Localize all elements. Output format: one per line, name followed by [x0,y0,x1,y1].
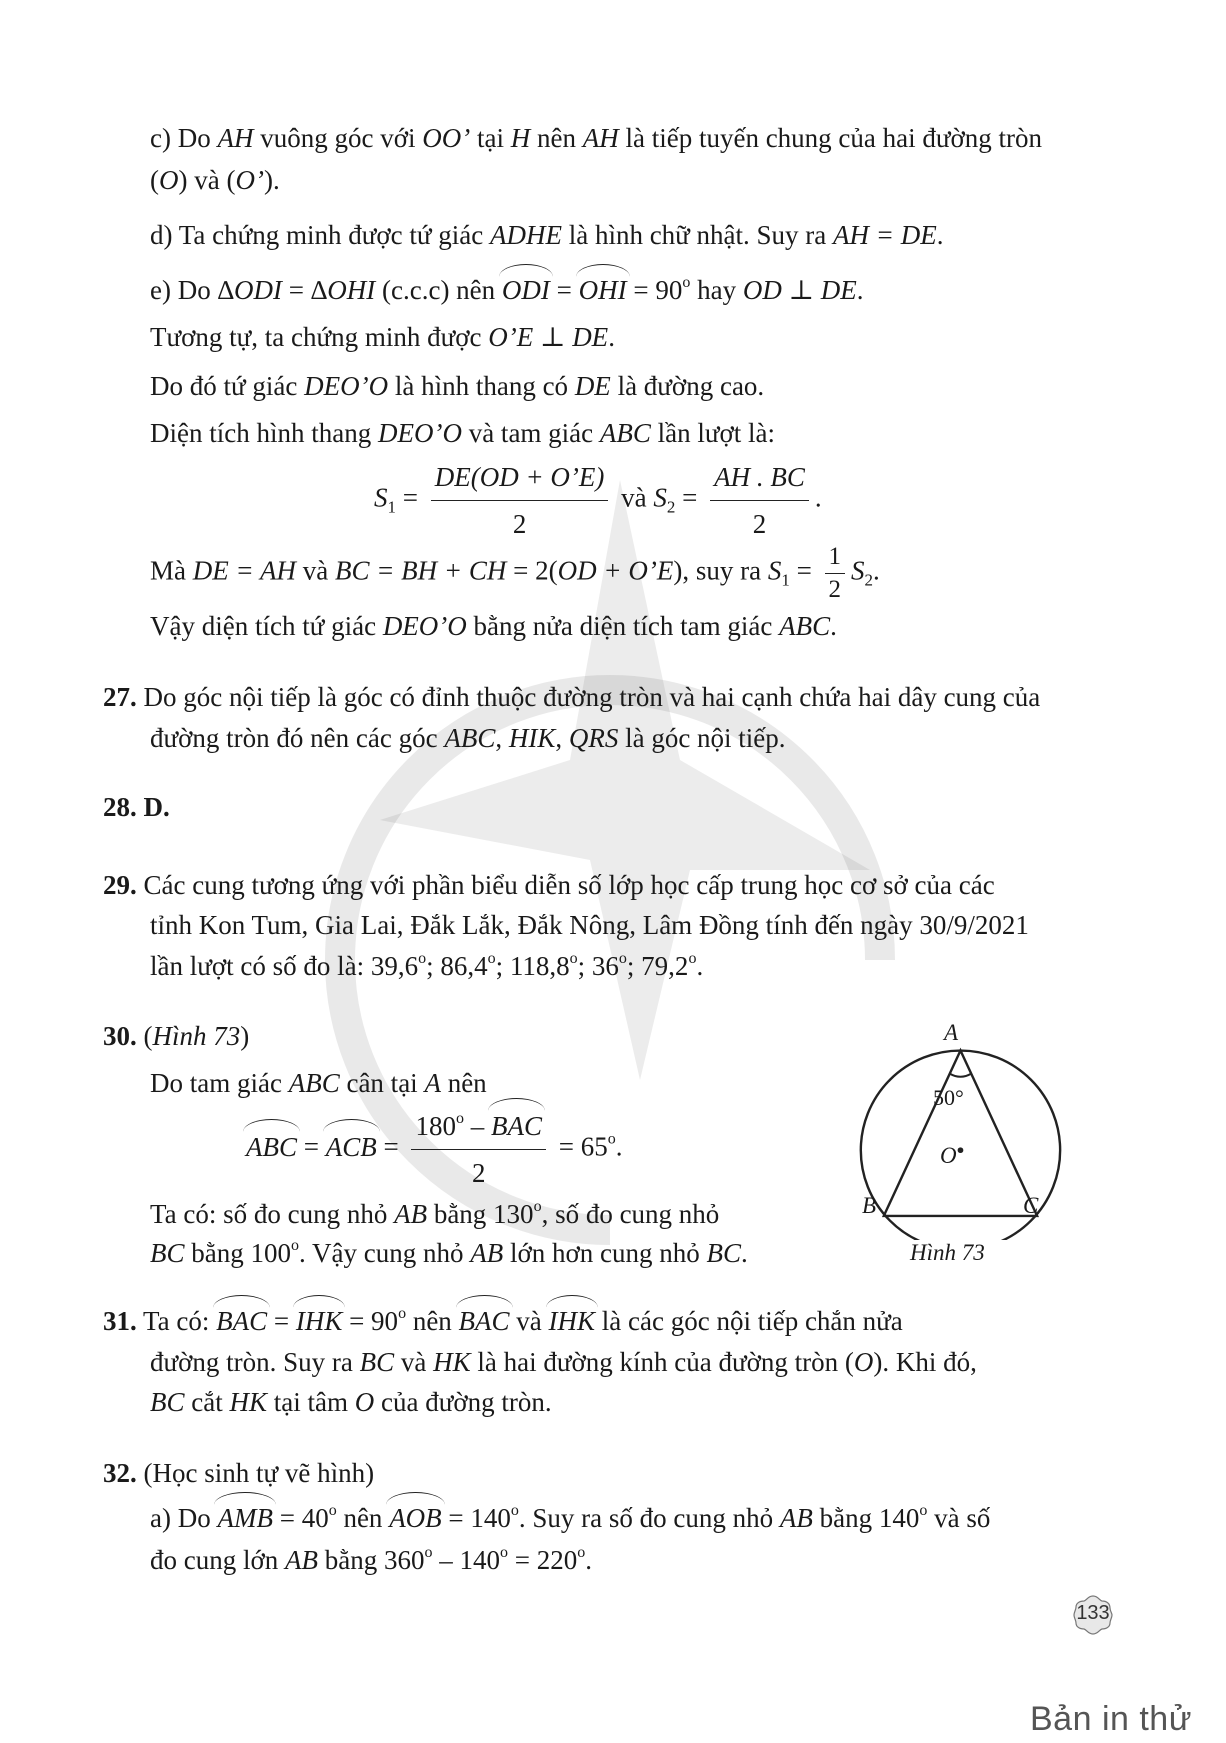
part-e-line-2: Tương tự, ta chứng minh được O’E ⊥ DE. [150,322,615,352]
q27-line-2: đường tròn đó nên các góc ABC, HIK, QRS là góc nội tiếp. [150,723,786,753]
proof-watermark-label: Bản in thử [1030,1700,1192,1738]
fraction-half: $\frac{1}{2}$ [825,545,846,602]
q32-line-1: 32. (Học sinh tự vẽ hình) [103,1458,375,1488]
page-number-badge [1071,1593,1115,1637]
fraction-s1: $\frac{DE(OD + O’E)}{2}$ [431,458,609,543]
q29-line-1: 29. Các cung tương ứng với phần biểu diễn số lớp học cấp trung học cơ sở của các [103,870,995,900]
q27-number: 27. [103,682,137,712]
part-c-line-1: c) Do AH vuông góc với OO’ tại H nên AH là tiếp tuyến chung của hai đường tròn [150,123,1043,153]
q31-line-2: đường tròn. Suy ra BC và HK là hai đường kính của đường tròn (O). Khi đó, [150,1347,977,1377]
q30-line-3: Ta có: số đo cung nhỏ AB bằng 130$^o$, số đo cung nhỏ [150,1198,720,1229]
q32-line-2: a) Do AMB = $40^o$ nên AOB = $140^o$. Suy ra số đo cung nhỏ AB bằng 140$^o$ và số [150,1502,991,1533]
figure-caption: Hình 73 [910,1240,985,1265]
q30-line-4: BC bằng 100$^o$. Vậy cung nhỏ AB lớn hơn cung nhỏ BC. [150,1237,748,1268]
q29-line-2: tỉnh Kon Tum, Gia Lai, Đắk Lắk, Đắk Nông, Lâm Đồng tính đến ngày 30/9/2021 [150,910,1029,940]
fraction-angle: $\frac{180^o - BAC}{2}$ [411,1107,546,1192]
q30-formula: ABC = ACB = $\frac{180^o - BAC}{2}$ = $65^o$. [246,1107,622,1192]
q31-line-3: BC cắt HK tại tâm O của đường tròn. [150,1387,552,1417]
area-formula: $S_1$ = $\frac{DE(OD + O’E)}{2}$ và $S_2$ = $\frac{AH . BC}{2}$ . [374,458,822,543]
fraction-s2: $\frac{AH . BC}{2}$ [710,458,809,543]
q28-line: 28. D. [103,792,170,822]
part-e-line-3: Do đó tứ giác DEO’O là hình thang có DE là đường cao. [150,371,765,401]
page-number: 133 [1076,1602,1110,1624]
q30-line-1: 30. (Hình 73) [103,1021,250,1051]
q31-line-1: 31. Ta có: BAC = IHK = $90^o$ nên BAC và IHK là các góc nội tiếp chắn nửa [103,1305,903,1336]
part-e-line-4: Diện tích hình thang DEO’O và tam giác ABC lần lượt là: [150,418,776,448]
q29-line-3: lần lượt có số đo là: 39,6$^o$; 86,4$^o$; 118,8$^o$; 36$^o$; 79,2$^o$. [150,950,704,981]
part-e-line-1: e) Do ∆ODI = ∆OHI (c.c.c) nên ODI = OHI = $90^o$ hay OD ⊥ DE. [150,274,864,305]
part-c-line-2: (O) và (O’). [150,165,280,195]
part-d-line: d) Ta chứng minh được tứ giác ADHE là hình chữ nhật. Suy ra AH = DE. [150,220,944,250]
part-e-line-5: Mà DE = AH và BC = BH + CH = 2(OD + O’E), suy ra $S_1$ = $\frac{1}{2}$ $S_2$. [150,543,880,603]
angle-ohi: OHI [578,275,627,305]
q30-line-2: Do tam giác ABC cân tại A nên [150,1068,487,1098]
q32-line-3: đo cung lớn AB bằng $360^o - 140^o = 220^o$. [150,1544,592,1575]
angle-odi: ODI [501,275,550,305]
q27-line-1: 27. Do góc nội tiếp là góc có đỉnh thuộc đường tròn và hai cạnh chứa hai dây cung của [103,682,1041,712]
label-c: C [1023,1193,1039,1218]
label-angle-50: 50° [933,1085,964,1110]
label-a: A [944,1020,959,1045]
label-o: O [940,1143,957,1168]
label-b: B [862,1193,877,1218]
part-e-line-6: Vậy diện tích tứ giác DEO’O bằng nửa diện tích tam giác ABC. [150,611,837,641]
